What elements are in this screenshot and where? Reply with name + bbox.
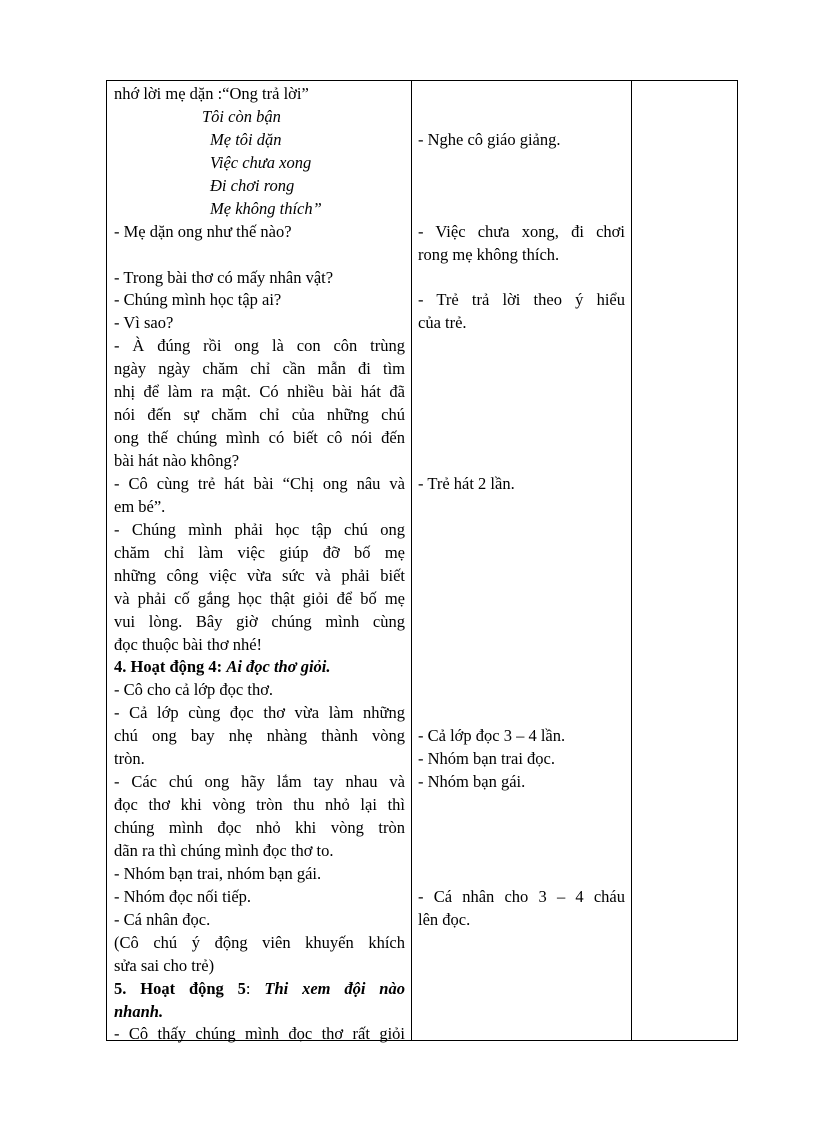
activity-5-heading: [114, 978, 405, 1001]
activity-4-heading: [114, 656, 405, 679]
activity-4-label: 4. Hoạt động 4:: [114, 657, 227, 677]
activity-4-title: Ai đọc thơ giỏi.: [226, 657, 331, 677]
text-line: - À đúng rồi ong là con côn trùng: [114, 336, 405, 356]
text-line: sửa sai cho trẻ): [114, 955, 215, 975]
text-line: tròn.: [114, 749, 145, 769]
text-line: chăm chỉ làm việc giúp đỡ bố mẹ: [114, 542, 405, 562]
lesson-plan-table: [106, 80, 738, 1044]
text-line: - Cô cho cả lớp đọc thơ.: [114, 680, 274, 700]
text-line: vui lòng. Bây giờ chúng mình cùng: [114, 611, 405, 631]
text-line: - Vì sao?: [114, 313, 174, 333]
text-line: - Nghe cô giáo giảng.: [418, 129, 561, 149]
text-line: - Cô thấy chúng mình đọc thơ rất giỏi: [114, 1024, 405, 1044]
text-line: dãn ra thì chúng mình đọc thơ to.: [114, 840, 334, 860]
activity-5-title: Thi xem đội nào: [264, 978, 405, 998]
text-line: em bé”.: [114, 496, 166, 516]
text-line: lên đọc.: [418, 909, 471, 929]
text-line: nói đến sự chăm chỉ của những chú: [114, 405, 405, 425]
child-activity-column: [411, 81, 631, 1040]
text-line: - Cá nhân đọc.: [114, 909, 211, 929]
text-line: - Chúng mình học tập ai?: [114, 290, 282, 310]
text-line: - Trong bài thơ có mấy nhân vật?: [114, 267, 334, 287]
text-line: bài hát nào không?: [114, 451, 240, 470]
text-line: - Nhóm bạn gái.: [418, 772, 526, 792]
text-line: - Trẻ trả lời theo ý hiểu: [418, 290, 625, 310]
notes-column: [631, 81, 737, 1040]
text-line: đọc thơ khi vòng tròn thu nhỏ lại thì: [114, 795, 405, 815]
text-line: - Cô cùng trẻ hát bài “Chị ong nâu và: [114, 473, 405, 493]
poem-line: Mẹ tôi dặn: [210, 129, 282, 149]
text-line: - Việc chưa xong, đi chơi: [418, 221, 625, 241]
poem-line: Mẹ không thích”: [210, 198, 322, 218]
text-line: - Nhóm bạn trai, nhóm bạn gái.: [114, 863, 322, 883]
text-line: ngày ngày chăm chỉ cần mẫn đi tìm: [114, 359, 405, 379]
activity-5-title-cont: nhanh.: [114, 1001, 164, 1021]
poem-line: Tôi còn bận: [202, 106, 281, 126]
text-line: - Nhóm bạn trai đọc.: [418, 749, 556, 769]
text-line: chú ong bay nhẹ nhàng thành vòng: [114, 726, 405, 746]
text-line: - Mẹ dặn ong như thế nào?: [114, 221, 292, 241]
text-line: (Cô chú ý động viên khuyến khích: [114, 932, 405, 952]
text-line: - Các chú ong hãy lắm tay nhau và: [114, 772, 405, 792]
activity-5-separator: :: [245, 978, 265, 998]
text-line: rong mẹ không thích.: [418, 244, 560, 264]
text-line: nhị để làm ra mật. Có nhiều bài hát đã: [114, 382, 405, 402]
poem-line: Đi chơi rong: [210, 175, 295, 195]
text-line: - Nhóm đọc nối tiếp.: [114, 886, 252, 906]
text-line: đọc thuộc bài thơ nhé!: [114, 634, 263, 654]
text-line: chúng mình đọc nhỏ khi vòng tròn: [114, 818, 405, 837]
text-line: - Trẻ hát 2 lần.: [418, 473, 515, 493]
text-line: ong thế chúng mình có biết cô nói đến: [114, 428, 405, 448]
text-line: - Cả lớp đọc 3 – 4 lần.: [418, 726, 566, 746]
text-line: - Chúng mình phải học tập chú ong: [114, 519, 405, 539]
poem-line: Việc chưa xong: [210, 152, 312, 172]
text-line: và phải cố gắng học thật giỏi để bố mẹ: [114, 588, 405, 608]
text-line: của trẻ.: [418, 313, 467, 333]
text-line: nhớ lời mẹ dặn :“Ong trả lời”: [114, 84, 309, 103]
teacher-activity-column: [107, 81, 411, 1044]
activity-5-label: 5. Hoạt động 5: [114, 978, 246, 998]
text-line: - Cá nhân cho 3 – 4 cháu: [418, 886, 625, 906]
text-line: - Cả lớp cùng đọc thơ vừa làm những: [114, 703, 405, 723]
text-line: những công việc vừa sức và phải biết: [114, 565, 405, 585]
